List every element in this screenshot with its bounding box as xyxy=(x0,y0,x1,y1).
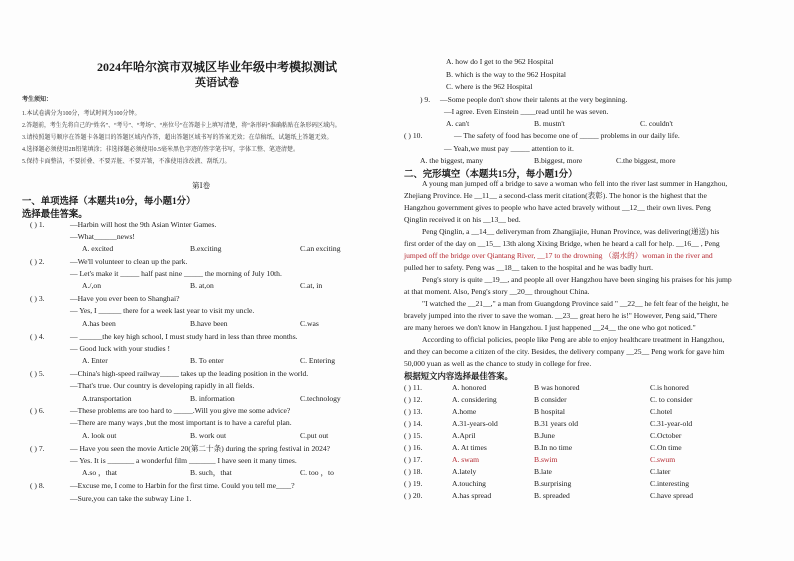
cloze-q15-number: ( ) 15. xyxy=(404,431,423,440)
q8-option-c[interactable]: C. where is the 962 Hospital xyxy=(446,82,533,91)
cloze-q15-option-a[interactable]: A.April xyxy=(452,431,476,440)
q10-option-a[interactable]: A. the biggest, many xyxy=(420,156,484,165)
passage-line: A young man jumped off a bridge to save a woman who fell into the river last summer in Hangzhou, xyxy=(422,179,728,188)
q10-text: — The safety of food has become one of _____ problems in our daily life. xyxy=(454,131,680,140)
cloze-q13-option-b[interactable]: B hospital xyxy=(534,407,566,416)
q3-option-b[interactable]: B.have been xyxy=(190,319,228,328)
cloze-q20-option-c[interactable]: C.have spread xyxy=(650,491,694,500)
cloze-q20-option-b[interactable]: B. spreaded xyxy=(534,491,570,500)
cloze-q20-number: ( ) 20. xyxy=(404,491,423,500)
cloze-q18-option-b[interactable]: B.late xyxy=(534,467,552,476)
q6-text2: —There are many ways ,but the most important is to have a careful plan. xyxy=(70,418,292,427)
q10-text2: — Yeah,we must pay _____ attention to it. xyxy=(444,144,574,153)
cloze-q11-option-b[interactable]: B was honored xyxy=(534,383,580,392)
passage-line: are many heroes we don't know in Hangzhou. I just happened __24__ the one who got noticed." xyxy=(404,323,696,332)
section2-title: 二、完形填空（本题共15分，每小题1分） xyxy=(404,170,578,180)
cloze-q19-option-c[interactable]: C.interesting xyxy=(650,479,690,488)
cloze-q17-option-c[interactable]: C.swum xyxy=(650,455,676,464)
q5-number: ( ) 5. xyxy=(30,369,45,378)
notes-heading: 考生须知： xyxy=(22,97,53,103)
q4-text2: — Good luck with your studies ! xyxy=(70,344,170,353)
cloze-q14-option-b[interactable]: B.31 years old xyxy=(534,419,579,428)
section2-instruction: 根据短文内容选择最佳答案。 xyxy=(404,372,513,381)
q5-option-b[interactable]: B. information xyxy=(190,394,235,403)
q9-option-b[interactable]: B. mustn't xyxy=(534,119,565,128)
q4-text: — ______the key high school, I must study hard in less than three months. xyxy=(70,332,298,341)
cloze-q14-option-c[interactable]: C.31-year-old xyxy=(650,419,693,428)
passage-line: 50,000 yuan as well as the chance to study in college for free. xyxy=(404,359,592,368)
q7-option-b[interactable]: B. such，that xyxy=(190,468,232,477)
q1-option-a[interactable]: A. excited xyxy=(82,244,114,253)
q8-option-a[interactable]: A. how do I get to the 962 Hospital xyxy=(446,57,554,66)
cloze-q13-number: ( ) 13. xyxy=(404,407,423,416)
section1-title: 一、单项选择（本题共10分，每小题1分） xyxy=(22,197,196,207)
passage-line: Peng Qinglin, a __14__ deliveryman from Zhangjiajie, Hunan Province, was delivering(递送) his xyxy=(422,227,720,236)
passage-line-highlight: jumped off the bridge over Qiantang River, __17 to the drowning （溺水的）woman in the river and xyxy=(404,251,713,260)
passage-line: Hangzhou government gives to people who have acted bravely without __12__ their own lives. Peng xyxy=(404,203,711,212)
cloze-q20-option-a[interactable]: A.has spread xyxy=(452,491,492,500)
cloze-q19-option-b[interactable]: B.surprising xyxy=(534,479,572,488)
q9-text2: —I agree. Even Einstein ____read until he was seven. xyxy=(444,107,609,116)
q9-number: ) 9. xyxy=(420,95,431,104)
q1-option-c[interactable]: C.an exciting xyxy=(300,244,341,253)
cloze-q13-option-a[interactable]: A.home xyxy=(452,407,477,416)
cloze-q11-number: ( ) 11. xyxy=(404,383,423,392)
cloze-q15-option-b[interactable]: B.June xyxy=(534,431,555,440)
cloze-q17-option-a[interactable]: A. swam xyxy=(452,455,479,464)
q7-text: — Have you seen the movie Article 20(第二十条) during the spring festival in 2024? xyxy=(70,444,331,453)
note-line: 2.答题前，考生先将自己的“姓名”、“考号”、“考场”、“座位号”在答题卡上填写清楚，将“条形码”准确粘贴在条形码区域内。 xyxy=(22,123,341,129)
q1-number: ( ) 1. xyxy=(30,220,45,229)
cloze-q17-option-b[interactable]: B.swim xyxy=(534,455,558,464)
q4-option-b[interactable]: B. To enter xyxy=(190,356,224,365)
q5-option-a[interactable]: A.transportation xyxy=(82,394,132,403)
cloze-q13-option-c[interactable]: C.hotel xyxy=(650,407,673,416)
section1-instruction: 选择最佳答案。 xyxy=(22,210,88,220)
q9-text: —Some people don't show their talents at the very beginning. xyxy=(440,95,628,104)
passage-line: at that moment. Also, Peng's story __20__ throughout China. xyxy=(404,287,590,296)
q10-number: ( ) 10. xyxy=(404,131,423,140)
q2-option-a[interactable]: A./,on xyxy=(82,281,101,290)
cloze-q16-option-c[interactable]: C.On time xyxy=(650,443,682,452)
q2-number: ( ) 2. xyxy=(30,257,45,266)
q4-option-c[interactable]: C. Entering xyxy=(300,356,336,365)
cloze-q17-number: ( ) 17. xyxy=(404,455,423,464)
q3-number: ( ) 3. xyxy=(30,294,45,303)
q4-number: ( ) 4. xyxy=(30,332,45,341)
q5-text: —China's high-speed railway_____ takes up the leading position in the world. xyxy=(70,369,309,378)
cloze-q18-option-c[interactable]: C.later xyxy=(650,467,671,476)
cloze-q16-number: ( ) 16. xyxy=(404,443,423,452)
q5-text2: —That's true. Our country is developing rapidly in all fields. xyxy=(70,381,255,390)
exam-subtitle: 英语试卷 xyxy=(195,77,239,89)
passage-line: first order of the day on __15__ 13th along Xixing Bridge, when he heard a call for help. __16__ , Peng xyxy=(404,239,720,248)
q3-option-c[interactable]: C.was xyxy=(300,319,319,328)
volume-label: 第Ⅰ卷 xyxy=(192,181,211,190)
q2-text2: — Let's make it _____ half past nine _____ the morning of July 10th. xyxy=(70,269,282,278)
q8-text: —Excuse me, I come to Harbin for the first time. Could you tell me____? xyxy=(70,481,295,490)
note-line: 1.本试卷满分为100分，考试时间为100分钟。 xyxy=(22,111,141,117)
q6-option-b[interactable]: B. work out xyxy=(190,431,227,440)
cloze-q14-number: ( ) 14. xyxy=(404,419,423,428)
q8-text2: —Sure,you can take the subway Line 1. xyxy=(70,494,192,503)
passage-line: pulled her to safety. Peng was __18__ taken to the hospital and he was badly hurt. xyxy=(404,263,653,272)
passage-line: bravely jumped into the river to save the woman. __23__ great hero he is!" However, Peng said,"There xyxy=(404,311,718,320)
q5-option-c[interactable]: C.technology xyxy=(300,394,341,403)
q4-option-a[interactable]: A. Enter xyxy=(82,356,108,365)
note-line: 4.选择题必须使用2B铅笔填涂；非选择题必须使用0.5毫米黑色字迹的签字笔书写，字体工整、笔迹清楚。 xyxy=(22,147,300,153)
q3-option-a[interactable]: A.has been xyxy=(82,319,116,328)
q3-text: —Have you ever been to Shanghai? xyxy=(70,294,180,303)
passage-line: Qinglin received it on his __13__ bed. xyxy=(404,215,521,224)
q2-text: —We'll volunteer to clean up the park. xyxy=(70,257,188,266)
q8-option-b[interactable]: B. which is the way to the 962 Hospital xyxy=(446,70,567,79)
q3-text2: — Yes, I ______ there for a week last year to visit my uncle. xyxy=(70,306,255,315)
q6-text: —These problems are too hard to _____.Will you give me some advice? xyxy=(70,406,291,415)
q10-option-c[interactable]: C.the biggest, more xyxy=(616,156,676,165)
q9-option-a[interactable]: A. can't xyxy=(446,119,470,128)
q2-option-b[interactable]: B. at,on xyxy=(190,281,214,290)
cloze-q12-option-a[interactable]: A. considering xyxy=(452,395,497,404)
q6-number: ( ) 6. xyxy=(30,406,45,415)
q1-option-b[interactable]: B.exciting xyxy=(190,244,222,253)
cloze-q12-option-c[interactable]: C. to consider xyxy=(650,395,693,404)
cloze-q18-option-a[interactable]: A.lately xyxy=(452,467,477,476)
cloze-q14-option-a[interactable]: A.31-years-old xyxy=(452,419,498,428)
q1-text: —Harbin will host the 9th Asian Winter Games. xyxy=(70,220,217,229)
q7-option-c[interactable]: C. too ，to xyxy=(300,468,334,477)
q7-text2: — Yes. It is _______ a wonderful film _______ I have seen it many times. xyxy=(70,456,297,465)
passage-line: and they can become a citizen of the city. Besides, the delivery company __25__ Peng work for gave him xyxy=(404,347,725,356)
cloze-q19-number: ( ) 19. xyxy=(404,479,423,488)
cloze-q19-option-a[interactable]: A.touching xyxy=(452,479,486,488)
q10-option-b[interactable]: B.biggest, more xyxy=(534,156,583,165)
cloze-q11-option-a[interactable]: A. honored xyxy=(452,383,487,392)
q7-number: ( ) 7. xyxy=(30,444,45,453)
cloze-q16-option-b[interactable]: B.In no time xyxy=(534,443,573,452)
passage-line: "I watched the __21__," a man from Guangdong Province said " __22__ he felt fear of the height, he xyxy=(422,299,729,308)
cloze-q12-option-b[interactable]: B consider xyxy=(534,395,567,404)
q7-option-a[interactable]: A.so ，that xyxy=(82,468,118,477)
passage-line: According to official policies, people like Peng are able to enjoy healthcare treatment in Hangzhou, xyxy=(422,335,725,344)
cloze-q16-option-a[interactable]: A. At times xyxy=(452,443,487,452)
cloze-q18-number: ( ) 18. xyxy=(404,467,423,476)
passage-line: Peng's story is quite __19__, and people all over Hangzhou have been singing his praises for his jump xyxy=(422,275,732,284)
cloze-q11-option-c[interactable]: C.is honored xyxy=(650,383,689,392)
cloze-q12-number: ( ) 12. xyxy=(404,395,423,404)
note-line: 5.保持卡面整洁，不要折叠、不要弄脏、不要弄皱，不准使用涂改液、刮纸刀。 xyxy=(22,159,231,165)
q1-text2: —What______news! xyxy=(70,232,135,241)
q8-number: ( ) 8. xyxy=(30,481,45,490)
passage-line: Zhejiang Province. He __11__ a second-class merit citation(表彰). The honor is the highest that the xyxy=(404,191,707,200)
cloze-q15-option-c[interactable]: C.October xyxy=(650,431,682,440)
q9-option-c[interactable]: C. couldn't xyxy=(640,119,674,128)
q6-option-c[interactable]: C.put out xyxy=(300,431,329,440)
q2-option-c[interactable]: C.at, in xyxy=(300,281,323,290)
q6-option-a[interactable]: A. look out xyxy=(82,431,117,440)
note-line: 3.请按照题号顺序在答题卡各题目的答题区域内作答，超出答题区域书写的答案无效；在草稿纸、试题纸上答题无效。 xyxy=(22,135,333,141)
exam-title: 2024年哈尔滨市双城区毕业年级中考模拟测试 xyxy=(96,60,337,74)
